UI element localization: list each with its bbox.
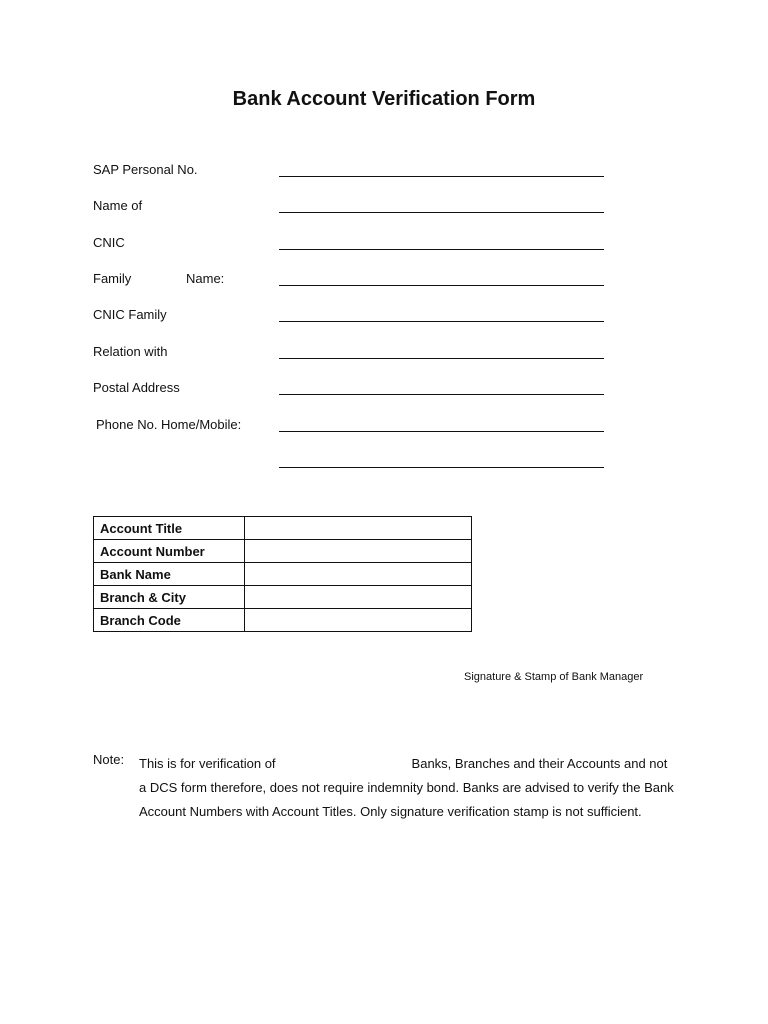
branch-city-cell[interactable] bbox=[245, 586, 472, 609]
note-line-1-start: This is for verification of bbox=[139, 756, 276, 771]
postal-address-field[interactable] bbox=[279, 394, 604, 395]
account-number-cell[interactable] bbox=[245, 540, 472, 563]
family-name-field[interactable] bbox=[279, 285, 604, 286]
note-line-2: a DCS form therefore, does not require indemnity bond. Banks are advised to verify the Bank bbox=[139, 780, 674, 795]
field-row-postal-address bbox=[0, 379, 768, 403]
bank-name-cell[interactable] bbox=[245, 563, 472, 586]
field-label: SAP Personal No. bbox=[93, 162, 198, 177]
account-title-cell[interactable] bbox=[245, 517, 472, 540]
table-key: Account Title bbox=[94, 517, 245, 540]
field-row-family-name bbox=[0, 270, 768, 294]
table-row bbox=[94, 563, 472, 586]
field-label: Phone No. Home/Mobile: bbox=[96, 417, 242, 432]
field-row-relation-with bbox=[0, 343, 768, 367]
extra-field[interactable] bbox=[279, 467, 604, 468]
field-label: Name of bbox=[93, 198, 143, 213]
table-key: Account Number bbox=[94, 540, 245, 563]
relation-with-field[interactable] bbox=[279, 358, 604, 359]
table-row bbox=[94, 540, 472, 563]
note-label: Note: bbox=[93, 752, 125, 767]
branch-code-cell[interactable] bbox=[245, 609, 472, 632]
table-key: Branch Code bbox=[94, 609, 245, 632]
field-row-phone bbox=[0, 416, 768, 440]
note-line-1-end: Banks, Branches and their Accounts and not bbox=[411, 756, 668, 771]
field-row-cnic-family bbox=[0, 306, 768, 330]
field-sub-label: Name: bbox=[186, 271, 225, 286]
field-label: CNIC Family bbox=[93, 307, 167, 322]
table-row bbox=[94, 517, 472, 540]
field-label: Family bbox=[93, 271, 132, 286]
cnic-family-field[interactable] bbox=[279, 321, 604, 322]
field-label: Postal Address bbox=[93, 380, 180, 395]
note-line-3: Account Numbers with Account Titles. Only signature verification stamp is not sufficient. bbox=[139, 804, 642, 819]
table-row bbox=[94, 586, 472, 609]
cnic-field[interactable] bbox=[279, 249, 604, 250]
field-row-name-of bbox=[0, 197, 768, 221]
note-line-1 bbox=[139, 752, 679, 776]
table-key: Bank Name bbox=[94, 563, 245, 586]
signature-caption: Signature & Stamp of Bank Manager bbox=[464, 671, 644, 683]
table-row bbox=[94, 609, 472, 632]
sap-personal-no-field[interactable] bbox=[279, 176, 604, 177]
account-details-table bbox=[93, 516, 472, 632]
field-row-extra bbox=[0, 452, 768, 476]
phone-field[interactable] bbox=[279, 431, 604, 432]
form-title: Bank Account Verification Form bbox=[232, 88, 536, 110]
field-label: Relation with bbox=[93, 344, 168, 359]
note-text bbox=[139, 752, 679, 824]
name-of-field[interactable] bbox=[279, 212, 604, 213]
field-row-cnic bbox=[0, 234, 768, 258]
field-row-sap-personal-no bbox=[0, 161, 768, 185]
table-key: Branch & City bbox=[94, 586, 245, 609]
field-label: CNIC bbox=[93, 235, 125, 250]
